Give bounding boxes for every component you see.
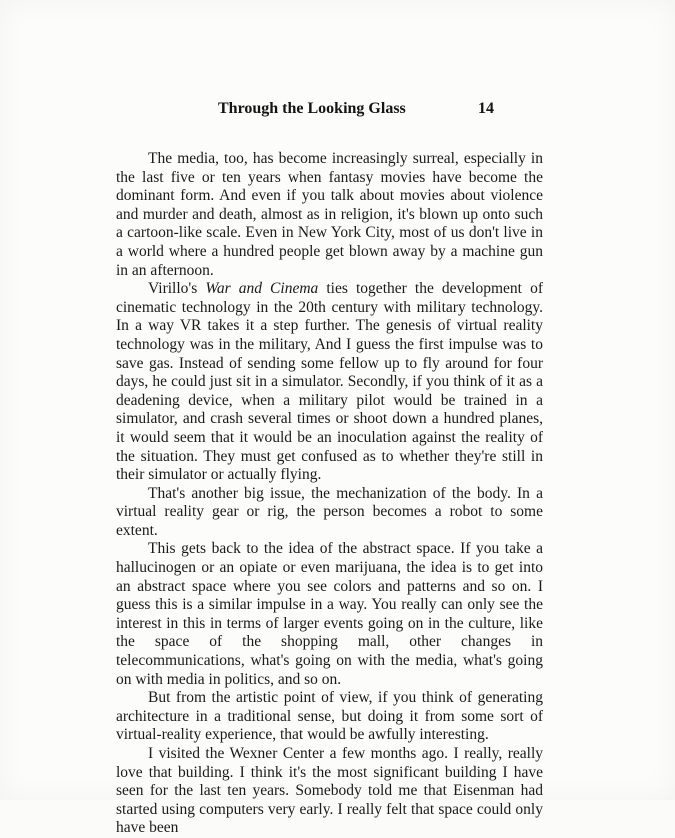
paragraph-1: The media, too, has become increasingly surreal, especially in the last five or ten years when fantasy movies have become the dominant form. And even if you talk about movies about violence and murder and death, almost as in religion, it's blown up onto such a cartoon-like scale. Even in New York City, most of us don't live in a world where a hundred people get blown away by a machine gun in an afternoon. xyxy=(116,150,543,279)
page-number: 14 xyxy=(478,100,494,117)
paragraph-2-lead: Virillo's xyxy=(148,280,206,298)
body-text xyxy=(116,150,543,838)
book-title-war-and-cinema: War and Cinema xyxy=(205,280,319,298)
paragraph-6: I visited the Wexner Center a few months ago. I really, really love that building. I think it's the most significant building I have seen for the last ten years. Somebody told me that Eisenman had started using computers very early. I really felt that space could only have been xyxy=(116,745,543,837)
running-head-title: Through the Looking Glass xyxy=(218,100,406,117)
paragraph-5: But from the artistic point of view, if you think of generating architecture in a traditional sense, but doing it from some sort of virtual-reality experience, that would be awfully interesting. xyxy=(116,689,543,744)
paragraph-3: That's another big issue, the mechanization of the body. In a virtual reality gear or rig, the person becomes a robot to some extent. xyxy=(116,484,543,539)
paragraph-2 xyxy=(116,280,543,485)
paragraph-2-rest: ties together the development of cinematic technology in the 20th century with military technology. In a way VR takes it a step further. The genesis of virtual reality technology was in the military, And I guess the first impulse was to save gas. Instead of sending some fellow up to fly around for four days, he could just sit in a simulator. Secondly, if you think of it as a deadening device, when a military pilot would be trained in a simulator, and crash several times or shoot down a hundred planes, it would seem that it would be an inoculation against the reality of the situation. They must get confused as to whether they're still in their simulator or actually flying. xyxy=(116,280,543,484)
paragraph-4: This gets back to the idea of the abstract space. If you take a hallucinogen or an opiate or even marijuana, the idea is to get into an abstract space where you see colors and patterns and so on. I guess this is a similar impulse in a way. You really can only see the interest in this in terms of larger events going on in the culture, like the space of the shopping mall, other changes in telecommunications, what's going on with the media, what's going on with media in politics, and so on. xyxy=(116,540,543,688)
running-header xyxy=(0,100,675,124)
